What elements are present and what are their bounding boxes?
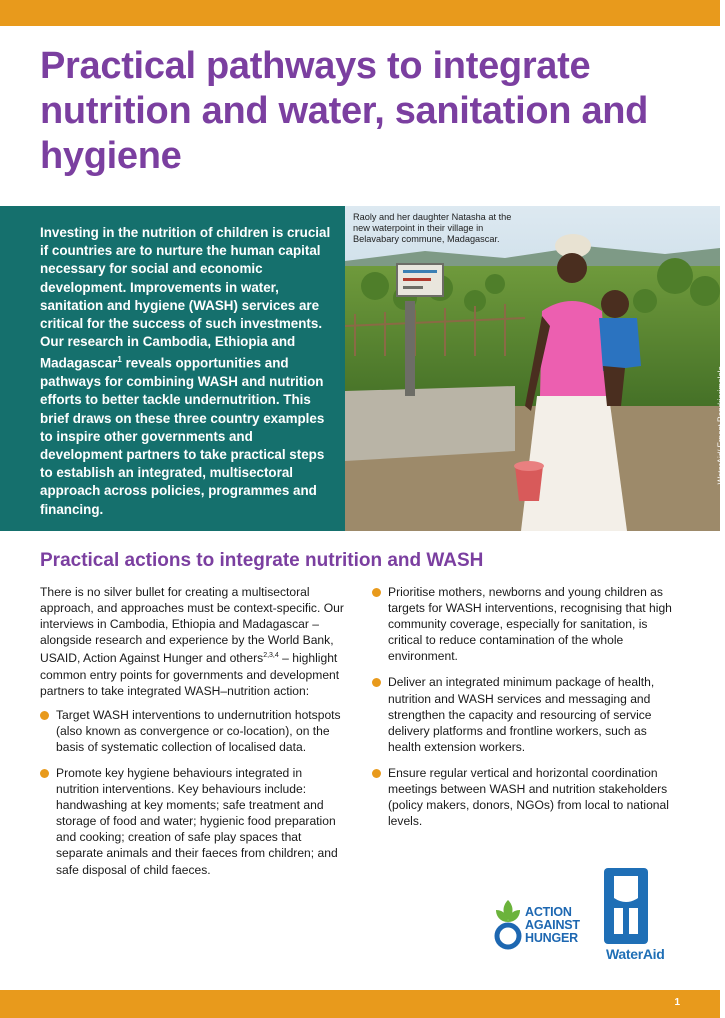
bottom-accent-bar (0, 990, 720, 1018)
bullet-text: Deliver an integrated minimum package of health, nutrition and WASH services and messaging and strengthen the capacity and resourcing of service delivery platforms and frontline workers, such as health extension workers. (388, 675, 655, 754)
action-against-hunger-logo (492, 896, 592, 952)
bullet-text: Target WASH interventions to undernutrition hotspots (also known as convergence or co-location), on the basis of systematic collection of localised data. (56, 707, 341, 754)
bullet-icon (372, 769, 381, 778)
intro-footnote-ref: 1 (117, 355, 122, 365)
bullet-icon (372, 588, 381, 597)
right-column (372, 584, 682, 839)
page-title: Practical pathways to integrate nutrition and water, sanitation and hygiene (40, 45, 649, 177)
bullet-item (372, 674, 682, 754)
intro-paragraph (40, 584, 348, 699)
wateraid-wordmark: WaterAid (606, 946, 665, 962)
bullet-icon (372, 678, 381, 687)
intro-text-part-a: Investing in the nutrition of children is crucial if countries are to nurture the human capital necessary for social and economic development. Improvements in water, sanitation and hygiene (WASH) services are critical for the success of such investments. Our research in Cambodia, Ethiopia and Madagascar (40, 225, 331, 371)
photo-caption: Raoly and her daughter Natasha at the new waterpoint in their village in Belavabary commune, Madagascar. (353, 212, 512, 244)
photo-illustration (345, 206, 720, 531)
feature-photo (345, 206, 725, 531)
bullet-item (372, 584, 682, 664)
intro-text (40, 224, 332, 519)
aah-wordmark (525, 906, 580, 945)
intro-text-part-b: reveals opportunities and pathways for combining WASH and nutrition efforts to better tackle undernutrition. This brief draws on these three country examples to inspire other governments and development partners to take practical steps to establish an integrated, multisectoral approach across policies, programmes and financing. (40, 355, 325, 517)
bullet-icon (40, 711, 49, 720)
intro-panel (0, 206, 345, 531)
top-accent-bar (0, 0, 720, 26)
section-heading: Practical actions to integrate nutrition and WASH (40, 550, 484, 571)
bullet-text: Prioritise mothers, newborns and young children as targets for WASH interventions, recognising that high community coverage, especially for sanitation, is critical to reduce contamination of the whole environment. (388, 585, 672, 664)
aah-emblem-icon (492, 896, 524, 952)
left-column (40, 584, 348, 888)
bullet-item (40, 765, 348, 878)
aah-line-2: AGAINST (525, 918, 580, 932)
bullet-item (372, 765, 682, 829)
paragraph-part-b: – highlight common entry points for governments and development partners to take integrated WASH–nutrition action: (40, 651, 340, 698)
wateraid-logo (600, 868, 682, 963)
aah-line-3: HUNGER (525, 931, 578, 945)
page-number: 1 (674, 997, 680, 1008)
wateraid-emblem-icon (604, 868, 654, 944)
photo-credit: WaterAid/ Ernest Randriarimalala (716, 366, 725, 485)
bullet-text: Ensure regular vertical and horizontal coordination meetings between WASH and nutrition stakeholders (policy makers, donors, NGOs) from local to national levels. (388, 765, 669, 829)
paragraph-part-a: There is no silver bullet for creating a multisectoral approach, and approaches must be context-specific. Our interviews in Cambodia, Ethiopia and Madagascar – alongside research and experience by the World Bank, USAID, Action Against Hunger and others (40, 585, 344, 666)
bullet-item (40, 707, 348, 755)
aah-line-1: ACTION (525, 905, 572, 919)
bullet-icon (40, 769, 49, 778)
bullet-text: Promote key hygiene behaviours integrated in nutrition interventions. Key behaviours include: handwashing at key moments; safe treatment and storage of food and water; hygienic food preparation and cooking; creation of safe play spaces that separate animals and their faeces from children; and safe disposal of child faeces. (56, 765, 338, 877)
paragraph-footnote-refs: 2,3,4 (263, 652, 279, 660)
